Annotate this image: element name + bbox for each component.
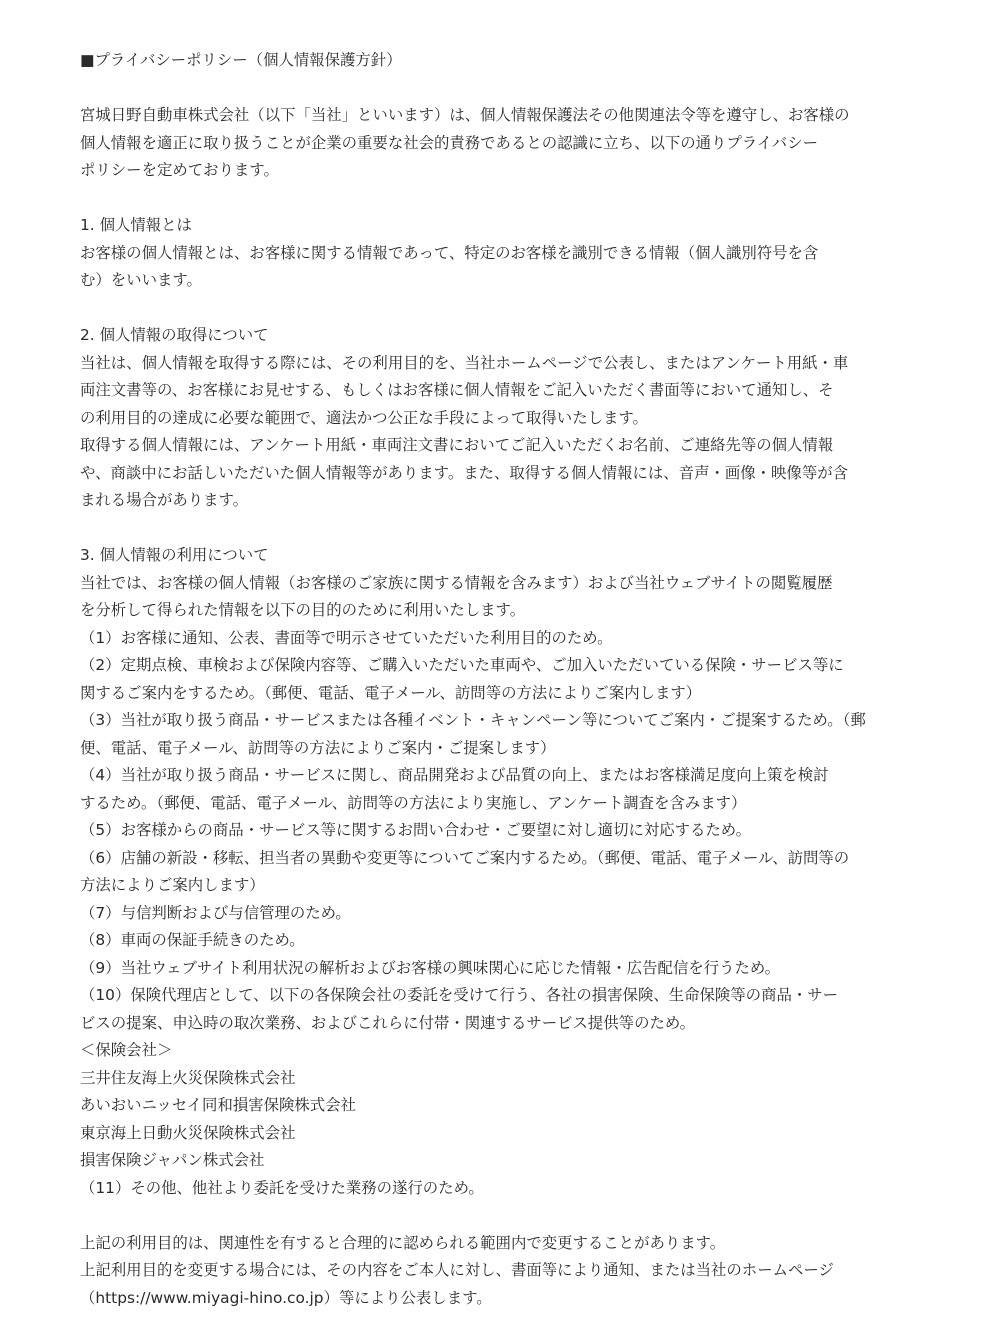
section-line: や、商談中にお話しいただいた個人情報等があります。また、取得する個人情報には、音声・画像・映像等が含 bbox=[80, 463, 848, 482]
privacy-policy-document bbox=[80, 47, 930, 1312]
purpose-item-6-cont: 方法によりご案内します） bbox=[80, 876, 265, 894]
section-line: お客様の個人情報とは、お客様に関する情報であって、特定のお客様を識別できる情報（個人識別符号を含 bbox=[80, 243, 819, 262]
page-title: ■プライバシーポリシー（個人情報保護方針） bbox=[80, 51, 402, 69]
spacer bbox=[80, 75, 930, 103]
section-heading: 3. 個人情報の利用について bbox=[80, 546, 269, 564]
purpose-item-5: （5）お客様からの商品・サービス等に関するお問い合わせ・ご要望に対し適切に対応するため。 bbox=[80, 821, 751, 839]
insurer-name: 損害保険ジャパン株式会社 bbox=[80, 1151, 265, 1169]
spacer bbox=[80, 185, 930, 213]
closing-line: （https://www.miyagi-hino.co.jp）等により公表します。 bbox=[80, 1288, 492, 1307]
closing-line: 上記の利用目的は、関連性を有すると合理的に認められる範囲内で変更することがあります。 bbox=[80, 1233, 726, 1252]
purpose-item-10-cont: ビスの提案、申込時の取次業務、およびこれらに付帯・関連するサービス提供等のため。 bbox=[80, 1013, 696, 1032]
purpose-item-4: （4）当社が取り扱う商品・サービスに関し、商品開発および品質の向上、またはお客様満足度向上策を検討 bbox=[80, 766, 829, 784]
purpose-item-4-cont: するため。（郵便、電話、電子メール、訪問等の方法により実施し、アンケート調査を含みます） bbox=[80, 793, 747, 812]
insurer-name: 三井住友海上火災保険株式会社 bbox=[80, 1068, 296, 1087]
section-line: まれる場合があります。 bbox=[80, 491, 249, 509]
purpose-item-3-cont: 便、電話、電子メール、訪問等の方法によりご案内・ご提案します） bbox=[80, 738, 556, 757]
section-3 bbox=[80, 542, 930, 1202]
purpose-item-3: （3）当社が取り扱う商品・サービスまたは各種イベント・キャンペーン等についてご案内・ご提案するため。（郵 bbox=[80, 711, 866, 729]
section-line: む）をいいます。 bbox=[80, 271, 202, 289]
purpose-item-1: （1）お客様に通知、公表、書面等で明示させていただいた利用目的のため。 bbox=[80, 628, 613, 647]
purpose-item-2-cont: 関するご案内をするため。（郵便、電話、電子メール、訪問等の方法によりご案内します） bbox=[80, 683, 702, 702]
intro-line: 宮城日野自動車株式会社（以下「当社」といいます）は、個人情報保護法その他関連法令等を遵守し、お客様の bbox=[80, 106, 850, 124]
spacer bbox=[80, 515, 930, 543]
section-line: を分析して得られた情報を以下の目的のために利用いたします。 bbox=[80, 601, 526, 619]
section-line: 当社では、お客様の個人情報（お客様のご家族に関する情報を含みます）および当社ウェブサイトの閲覧履歴 bbox=[80, 573, 833, 592]
section-line: 当社は、個人情報を取得する際には、その利用目的を、当社ホームページで公表し、またはアンケート用紙・車 bbox=[80, 353, 849, 372]
insurer-name: 東京海上日動火災保険株式会社 bbox=[80, 1123, 296, 1142]
purpose-item-10: （10）保険代理店として、以下の各保険会社の委託を受けて行う、各社の損害保険、生命保険等の商品・サー bbox=[80, 986, 839, 1004]
section-1 bbox=[80, 212, 930, 295]
purpose-item-11: （11）その他、他社より委託を受けた業務の遂行のため。 bbox=[80, 1178, 484, 1197]
section-line: 両注文書等の、お客様にお見せする、もしくはお客様に個人情報をご記入いただく書面等において通知し、そ bbox=[80, 381, 834, 399]
spacer bbox=[80, 295, 930, 323]
spacer bbox=[80, 1202, 930, 1230]
section-heading: 1. 個人情報とは bbox=[80, 216, 192, 234]
purpose-item-6: （6）店舗の新設・移転、担当者の異動や変更等についてご案内するため。（郵便、電話、電子メール、訪問等の bbox=[80, 848, 850, 867]
purpose-item-9: （9）当社ウェブサイト利用状況の解析およびお客様の興味関心に応じた情報・広告配信を行うため。 bbox=[80, 958, 781, 977]
purpose-item-2: （2）定期点検、車検および保険内容等、ご購入いただいた車両や、ご加入いただいている保険・サービス等に bbox=[80, 656, 844, 674]
closing-line: 上記利用目的を変更する場合には、その内容をご本人に対し、書面等により通知、または当社のホームページ bbox=[80, 1261, 834, 1279]
insurer-list-heading: ＜保険会社＞ bbox=[80, 1041, 173, 1059]
section-line: の利用目的の達成に必要な範囲で、適法かつ公正な手段によって取得いたします。 bbox=[80, 408, 648, 427]
purpose-item-7: （7）与信判断および与信管理のため。 bbox=[80, 903, 351, 922]
closing-paragraph bbox=[80, 1230, 930, 1313]
section-line: 取得する個人情報には、アンケート用紙・車両注文書においてご記入いただくお名前、ご連絡先等の個人情報 bbox=[80, 436, 834, 454]
section-2 bbox=[80, 322, 930, 515]
intro-line: 個人情報を適正に取り扱うことが企業の重要な社会的責務であるとの認識に立ち、以下の通りプライバシー bbox=[80, 133, 818, 152]
section-heading: 2. 個人情報の取得について bbox=[80, 326, 269, 344]
intro-paragraph bbox=[80, 102, 930, 185]
intro-line: ポリシーを定めております。 bbox=[80, 161, 279, 179]
insurer-name: あいおいニッセイ同和損害保険株式会社 bbox=[80, 1096, 356, 1114]
purpose-item-8: （8）車両の保証手続きのため。 bbox=[80, 931, 305, 949]
